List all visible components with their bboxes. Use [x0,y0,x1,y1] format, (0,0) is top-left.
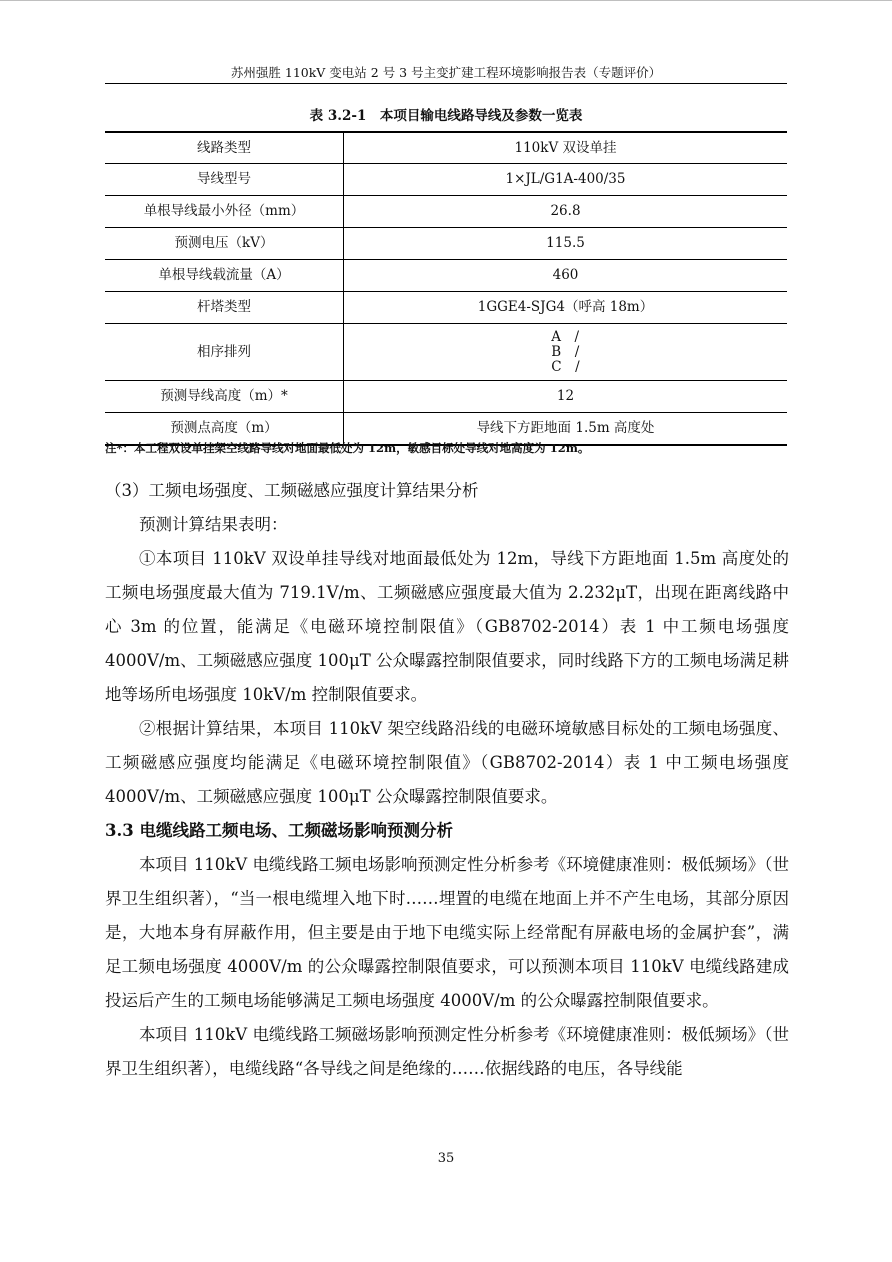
page-number: 35 [437,1151,455,1166]
table-row [105,291,787,323]
header-rule [105,83,787,84]
value-cell: 26.8 [550,203,581,219]
table-row [105,195,787,227]
paragraph: 本项目 110kV 电缆线路工频电场影响预测定性分析参考《环境健康准则：极低频场》（世界卫生组织著），“当一根电缆埋入地下时……埋置的电缆在地面上并不产生电场，其部分原因是，大地本身有屏蔽作用，但主要是由于地下电缆实际上经常配有屏蔽电场的金属护套”，满足工频电场强度 4000V/m 的公众曝露控制限值要求，可以预测本项目 110kV 电缆线路建成投运后产生的工频电场能够满足工频电场强度 4000V/m 的公众曝露控制限值要求。 [105,855,789,1010]
table-caption: 表 3.2-1 本项目输电线路导线及参数一览表 [309,108,583,124]
param-cell: 单根导线最小外径（mm） [105,196,344,227]
table-row [105,412,787,444]
phase-line: C / [551,358,580,375]
param-cell: 杆塔类型 [105,292,344,323]
page-top-border [0,0,892,1]
table-row [105,323,787,380]
phase-line: B / [551,343,580,360]
section-heading: 3.3 电缆线路工频电场、工频磁场影响预测分析 [105,821,453,840]
paragraph: 本项目 110kV 电缆线路工频磁场影响预测定性分析参考《环境健康准则：极低频场》（世界卫生组织著），电缆线路“各导线之间是绝缘的……依据线路的电压，各导线能 [105,1025,789,1078]
value-cell: 110kV 双设单挂 [514,139,617,156]
phase-sequence [551,330,579,375]
phase-line: A / [551,328,580,345]
value-cell: 460 [552,267,579,283]
param-cell: 导线型号 [105,164,344,195]
param-cell: 预测导线高度（m）* [105,381,344,412]
subheading: （3）工频电场强度、工频磁感应强度计算结果分析 [105,481,479,500]
param-cell: 相序排列 [105,324,344,380]
paragraph: 预测计算结果表明： [139,515,288,534]
table-row [105,259,787,291]
value-cell: 1GGE4-SJG4（呼高 18m） [477,299,654,315]
value-cell: 115.5 [546,235,585,251]
body-text [105,474,789,1086]
value-cell [344,324,787,380]
table-row [105,163,787,195]
paragraph: ①本项目 110kV 双设单挂导线对地面最低处为 12m，导线下方距地面 1.5m 高度处的工频电场强度最大值为 719.1V/m、工频磁感应强度最大值为 2.232μT，出现在距离线路中心 3m 的位置，能满足《电磁环境控制限值》（GB8702-2014）表 1 中工频电场强度 4000V/m、工频磁感应强度 100μT 公众曝露控制限值要求，同时线路下方的工频电场满足耕地等场所电场强度 10kV/m 控制限值要求。 [105,549,789,704]
value-cell: 导线下方距地面 1.5m 高度处 [476,420,655,436]
table-row [105,227,787,259]
param-cell: 预测电压（kV） [105,228,344,259]
table-row [105,133,787,163]
parameter-table [105,131,787,446]
param-cell: 预测点高度（m） [105,413,344,444]
running-header: 苏州强胜 110kV 变电站 2 号 3 号主变扩建工程环境影响报告表（专题评价） [230,65,662,80]
paragraph: ②根据计算结果，本项目 110kV 架空线路沿线的电磁环境敏感目标处的工频电场强度、工频磁感应强度均能满足《电磁环境控制限值》（GB8702-2014）表 1 中工频电场强度 4000V/m、工频磁感应强度 100μT 公众曝露控制限值要求。 [105,719,789,806]
param-cell: 单根导线载流量（A） [105,260,344,291]
table-note: 注*：本工程双设单挂架空线路导线对地面最低处为 12m，敏感目标处导线对地高度为 12m。 [105,441,590,455]
value-cell: 1×JL/G1A-400/35 [505,171,626,187]
value-cell: 12 [556,388,575,404]
param-cell: 线路类型 [105,133,344,163]
table-row [105,380,787,412]
